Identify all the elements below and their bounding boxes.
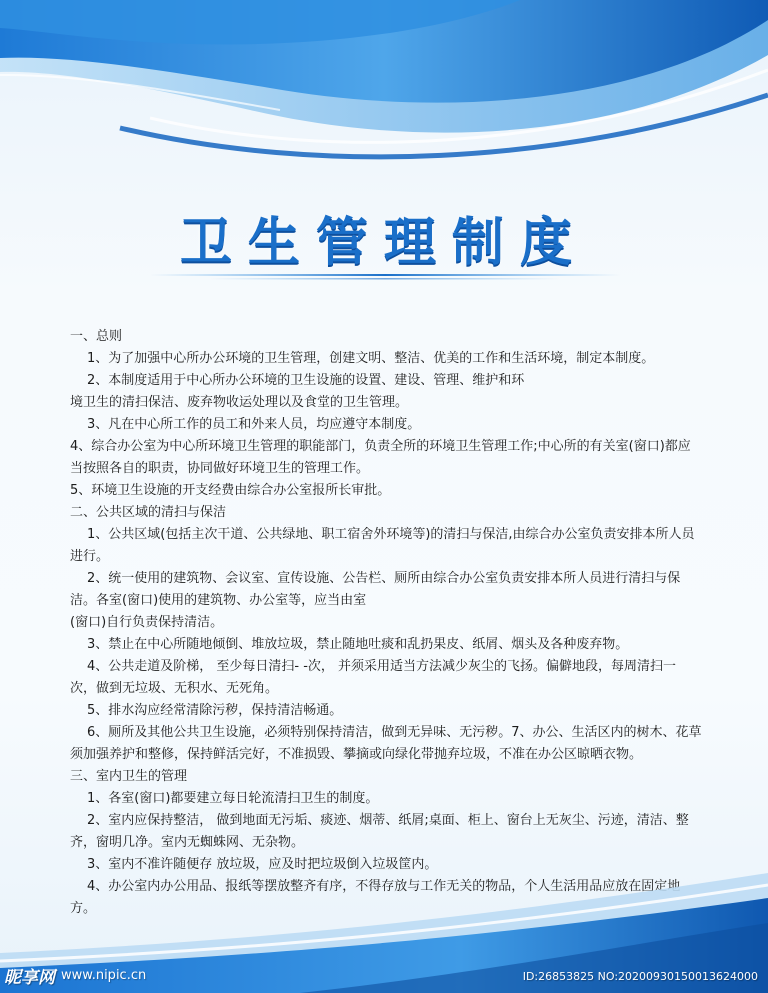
top-wave-decoration [0,0,768,175]
paragraph: 2、统一使用的建筑物、会议室、宣传设施、公告栏、厕所由综合办公室负责安排本所人员进行清扫与保洁。各室(窗口)使用的建筑物、办公室等，应当由室 [70,571,681,608]
paragraph: 3、凡在中心所工作的员工和外来人员，均应遵守本制度。 [87,417,421,432]
paragraph: 三、室内卫生的管理 [70,769,188,784]
paragraph: 1、各室(窗口)都要建立每日轮流清扫卫生的制度。 [87,791,379,806]
paragraph: 二、公共区域的清扫与保洁 [70,505,227,520]
title-underline [150,270,620,282]
paragraph: 1、为了加强中心所办公环境的卫生管理，创建文明、整洁、优美的工作和生活环境，制定本制度。 [87,351,655,366]
watermark-url: www.nipic.cn [61,967,147,983]
paragraph: 境卫生的清扫保洁、废弃物收运处理以及食堂的卫生管理。 [70,395,409,410]
document-body [70,326,702,920]
paragraph: 4、办公室内办公用品、报纸等摆放整齐有序，不得存放与工作无关的物品，个人生活用品应放在固定地方。 [70,879,681,916]
watermark-logo: 昵享网 [4,967,55,988]
paragraph: (窗口)自行负责保持清洁。 [70,615,224,630]
image-id-label: ID:26853825 NO:20200930150013624000 [522,970,758,983]
paragraph: 一、总则 [70,329,123,344]
paragraph: 5、环境卫生设施的开支经费由综合办公室报所长审批。 [70,483,391,498]
page-title: 卫生管理制度 [179,213,588,273]
watermark [4,963,146,987]
paragraph: 3、禁止在中心所随地倾倒、堆放垃圾，禁止随地吐痰和乱扔果皮、纸屑、烟头及各种废弃物。 [87,637,629,652]
paragraph: 2、本制度适用于中心所办公环境的卫生设施的设置、建设、管理、维护和环 [87,373,525,388]
paragraph: 4、公共走道及阶梯， 至少每日清扫- -次， 并须采用适当方法减少灰尘的飞扬。偏僻地段，每周清扫一次，做到无垃圾、无积水、无死角。 [70,659,677,696]
paragraph: 5、排水沟应经常清除污秽，保持清洁畅通。 [87,703,343,718]
paragraph: 6、厕所及其他公共卫生设施，必须特别保持清洁，做到无异味、无污秽。7、办公、生活区内的树木、花草须加强养护和整修，保持鲜活完好，不准损毁、攀摘或向绿化带抛弃垃圾，不准在办公区晾晒衣物。 [70,725,702,762]
paragraph: 2、室内应保持整洁， 做到地面无污垢、痰迹、烟蒂、纸屑;桌面、柜上、窗台上无灰尘、污迹，清洁、整齐，窗明几净。室内无蜘蛛网、无杂物。 [70,813,689,850]
paragraph: 3、室内不准许随便存 放垃圾，应及时把垃圾倒入垃圾筐内。 [87,857,438,872]
paragraph: 4、综合办公室为中心所环境卫生管理的职能部门，负责全所的环境卫生管理工作;中心所的有关室(窗口)都应当按照各自的职责，协同做好环境卫生的管理工作。 [70,439,691,476]
paragraph: 1、公共区域(包括主次干道、公共绿地、职工宿舍外环境等)的清扫与保洁,由综合办公室负责安排本所人员进行。 [70,527,695,564]
